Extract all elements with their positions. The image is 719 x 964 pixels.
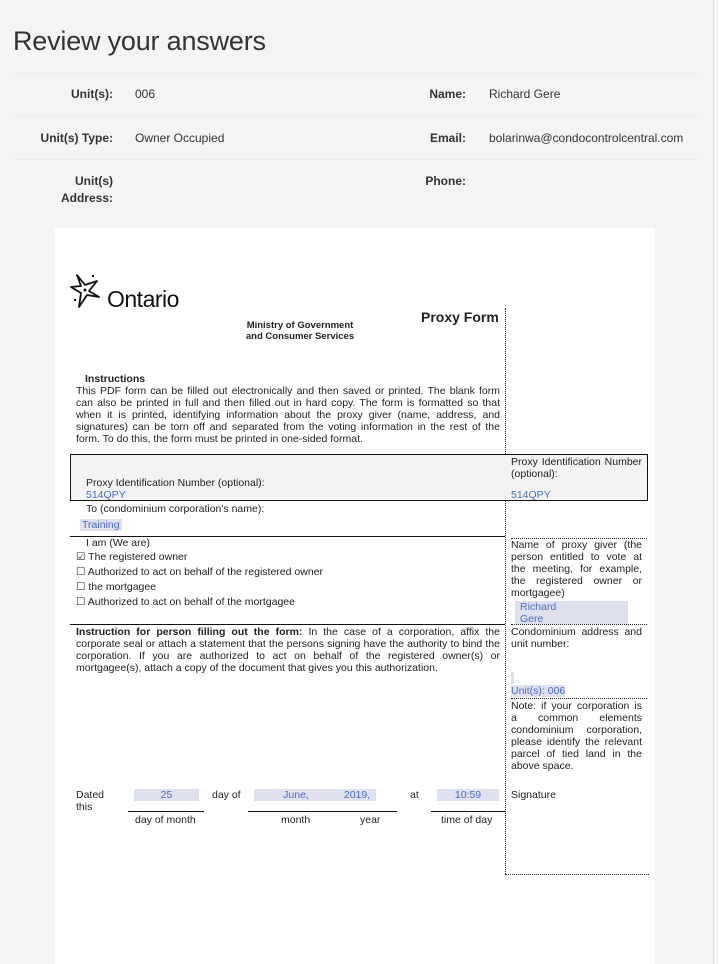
ontario-logo-text: Ontario (107, 286, 179, 312)
proxy-giver-first-name: Richard (520, 601, 557, 613)
option-label: Authorized to act on behalf of the registered owner (87, 566, 323, 578)
name-value: Richard Gere (489, 87, 561, 101)
day-of-label: day of (212, 789, 241, 801)
tied-land-note: Note: if your corporation is a common elements condominium corporation, please identify the relevant parcel of tied land in the above space. (511, 700, 642, 772)
i-am-label: I am (We are) (86, 537, 150, 549)
at-label: at (410, 789, 419, 801)
filling-instruction-heading: Instruction for person filling out the form: (76, 626, 303, 638)
form-title: Proxy Form (421, 309, 499, 325)
signature-bottom-border (505, 874, 649, 875)
condo-address-cursor (511, 672, 514, 684)
summary-divider (13, 73, 699, 74)
corporation-name-value[interactable]: Training (82, 519, 120, 531)
unit-address-label-line1: Unit(s) (75, 174, 113, 188)
tear-line-vertical (505, 308, 506, 874)
proxy-id-label: Proxy Identification Number (optional): (86, 477, 265, 489)
checkbox-unchecked-icon[interactable]: ☐ (76, 581, 86, 593)
time-underline (431, 811, 505, 812)
ministry-line1: Ministry of Government (246, 320, 354, 331)
dated-label: Dated this (76, 789, 105, 813)
option-registered-owner[interactable] (76, 551, 187, 563)
unit-value: 006 (135, 87, 156, 101)
option-mortgagee[interactable] (76, 581, 156, 593)
unit-label: Unit(s): (71, 87, 113, 101)
option-label: The registered owner (88, 551, 188, 563)
option-label: Authorized to act on behalf of the mortgagee (87, 596, 295, 608)
proxy-giver-last-name: Gere (520, 613, 544, 625)
month-value[interactable]: June, (254, 789, 338, 801)
email-value: bolarinwa@condocontrolcentral.com (489, 131, 684, 145)
proxy-id-side-label: Proxy Identification Number (optional): (511, 456, 642, 480)
option-authorized-registered-owner[interactable] (76, 566, 323, 578)
option-label: the mortgagee (88, 581, 157, 593)
checkbox-checked-icon[interactable]: ☑ (76, 551, 86, 563)
time-caption: time of day (441, 814, 493, 826)
checkbox-unchecked-icon[interactable]: ☐ (76, 596, 86, 608)
divider (70, 624, 505, 625)
option-authorized-mortgagee[interactable] (76, 596, 295, 608)
filling-instruction (76, 626, 500, 674)
checkbox-unchecked-icon[interactable]: ☐ (76, 566, 86, 578)
unit-address-label-line2: Address: (60, 191, 113, 205)
signature-label: Signature (511, 789, 556, 801)
summary-divider (13, 159, 699, 160)
day-caption: day of month (135, 814, 196, 826)
month-caption: month (281, 814, 311, 826)
day-value[interactable]: 25 (134, 789, 199, 801)
unit-type-value: Owner Occupied (135, 131, 225, 145)
condo-address-value[interactable]: Unit(s): 006 (511, 685, 566, 697)
proxy-form-document (55, 228, 655, 964)
name-label: Name: (429, 87, 466, 101)
proxy-id-value[interactable]: 514QPY (86, 489, 126, 501)
filling-instruction-body: In the case of a corporation, affix the corporate seal or attach a statement that the persons signing have the authority to bind the corporation. If you are authorized to act on behalf of the registered owner(s) or mortgagee(s), attach a copy of the document that gives you this authorization. (76, 626, 500, 674)
trillium-icon (69, 271, 109, 311)
ministry-line2: and Consumer Services (245, 331, 355, 342)
time-value[interactable]: 10:59 (437, 789, 499, 801)
unit-type-label: Unit(s) Type: (40, 131, 113, 145)
day-underline (128, 811, 204, 812)
divider-dotted (511, 698, 647, 699)
email-label: Email: (429, 131, 466, 145)
page-title: Review your answers (13, 26, 266, 56)
proxy-giver-value[interactable] (515, 601, 628, 624)
phone-label: Phone: (425, 174, 466, 188)
ministry-name (230, 320, 370, 342)
proxy-giver-label: Name of proxy giver (the person entitled to vote at the meeting, for example, the registered owner or mortgagee) (511, 539, 642, 599)
unit-address-label (40, 173, 113, 207)
corporation-name-label: To (condominium corporation's name): (86, 503, 265, 515)
instructions-heading: Instructions (85, 373, 146, 385)
year-value[interactable]: 2019, (338, 789, 376, 801)
year-caption: year (360, 814, 381, 826)
scrollbar-edge (713, 0, 714, 964)
month-year-underline (248, 811, 397, 812)
summary-divider (13, 116, 699, 117)
divider-dotted (511, 624, 647, 625)
proxy-id-side-value[interactable]: 514QPY (511, 489, 551, 501)
instructions-body: This PDF form can be filled out electronically and then saved or printed. The blank form can also be printed in full and then filled out in hard copy. The form is formatted so that when it is printed, identifying information about the proxy giver (name, address, and signatures) can be torn off and separated from the voting information in the rest of the form. To do this, the form must be printed in one-sided format. (76, 385, 500, 445)
condo-address-label: Condominium address and unit number: (511, 626, 642, 650)
